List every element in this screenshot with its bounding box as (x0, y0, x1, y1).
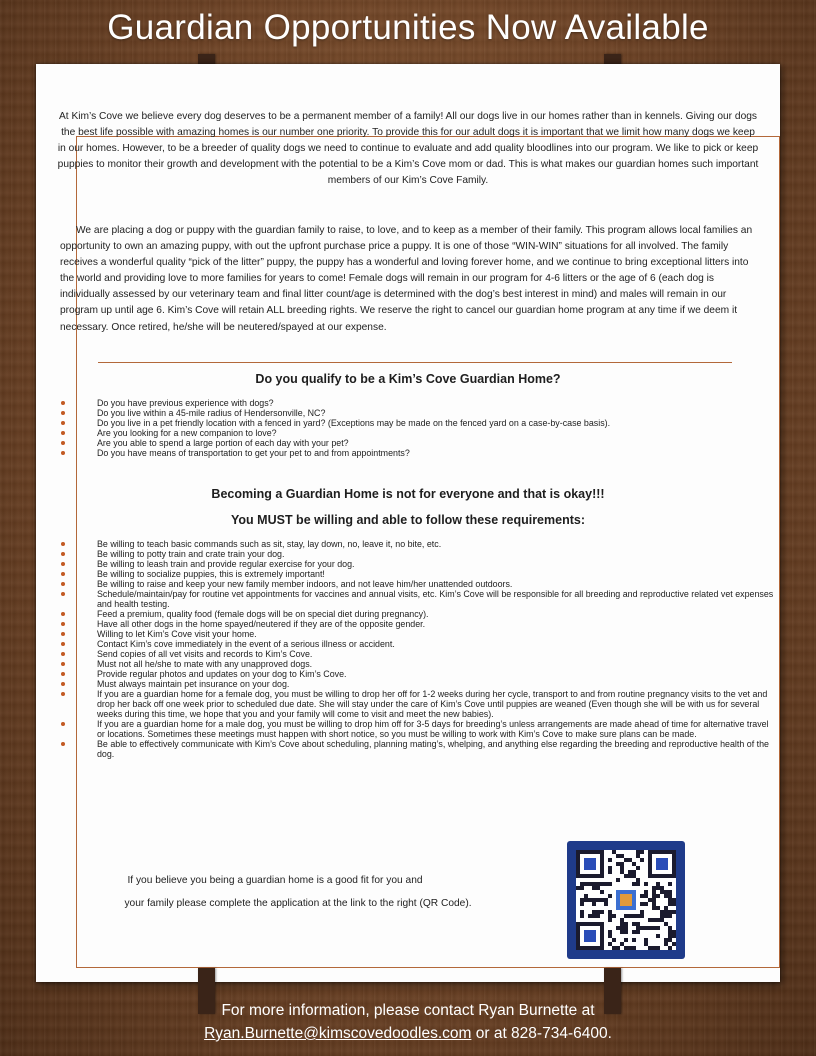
requirement-item (60, 669, 775, 679)
bullet-icon (61, 672, 65, 676)
requirement-item (60, 629, 775, 639)
qualify-heading: Do you qualify to be a Kim’s Cove Guardian Home? (255, 372, 561, 386)
requirement-item-text: Provide regular photos and updates on your dog to Kim’s Cove. (97, 669, 347, 679)
qualify-item (60, 408, 775, 418)
bullet-icon (61, 682, 65, 686)
requirement-item-text: Must not all he/she to mate with any unapproved dogs. (97, 659, 313, 669)
page-title: Guardian Opportunities Now Available (107, 8, 709, 47)
requirement-item-text: Schedule/maintain/pay for routine vet appointments for vaccines and annual visits, etc. Kim’s Cove will be responsible for all breeding and reproductive related vet expenses and health testing. (97, 589, 774, 609)
bullet-icon (61, 441, 65, 445)
requirement-item-text: If you are a guardian home for a male dog, you must be willing to drop him off for 3-5 days for breeding’s unless arrangements are made ahead of time for alternative travel or locations. Sometimes these meetings must happen with short notice, so you must be willing to work with Kim’s Cove to make sure plans can be made. (97, 719, 769, 739)
requirement-item-text: Be willing to socialize puppies, this is extremely important! (97, 569, 325, 579)
requirement-item (60, 659, 775, 669)
bullet-icon (61, 582, 65, 586)
requirement-item (60, 579, 775, 589)
bullet-icon (61, 411, 65, 415)
bullet-icon (61, 632, 65, 636)
qualify-item (60, 398, 775, 408)
requirement-item-text: Be willing to potty train and crate train your dog. (97, 549, 285, 559)
requirement-item-text: Be willing to leash train and provide regular exercise for your dog. (97, 559, 355, 569)
bullet-icon (61, 662, 65, 666)
requirement-item (60, 689, 775, 719)
requirement-item (60, 559, 775, 569)
requirements-list (60, 539, 775, 759)
bullet-icon (61, 401, 65, 405)
qualify-item (60, 418, 775, 428)
closing-line-2: your family please complete the application at the link to the right (QR Code). (124, 898, 472, 909)
bullet-icon (61, 612, 65, 616)
requirement-item-text: Send copies of all vet visits and records to Kim’s Cove. (97, 649, 313, 659)
requirement-item-text: Have all other dogs in the home spayed/neutered if they are of the opposite gender. (97, 619, 426, 629)
bullet-icon (61, 572, 65, 576)
bullet-icon (61, 562, 65, 566)
qualify-item-text: Are you looking for a new companion to love? (97, 428, 277, 438)
program-paragraph: We are placing a dog or puppy with the guardian family to raise, to love, and to keep as a member of their family. This program allows local families an opportunity to own an amazing puppy, with out the upfront purchase price a puppy. It is one of those “WIN-WIN” situations for all involved. The family receives a wonderful quality “pick of the litter” puppy, the puppy has a wonderful and loving forever home, and we continue to bring exceptional litters into the world and providing love to more families for years to come! Female dogs will remain in our program for 4-6 litters or the age of 6 (each dog is individually assessed by our veterinary team and final litter count/age is determined with the dog’s best interest in mind) and males will remain in our program up until age 6. Kim’s Cove will retain ALL breeding rights. We reserve the right to cancel our guardian home program at any time if we deem it necessary. Once retired, he/she will be neutered/spayed at our expense. (60, 225, 753, 333)
qualify-item (60, 428, 775, 438)
bullet-icon (61, 692, 65, 696)
requirement-item-text: Be willing to raise and keep your new family member indoors, and not leave him/her unattended outdoors. (97, 579, 513, 589)
qualify-item-text: Do you live within a 45-mile radius of Hendersonville, NC? (97, 408, 326, 418)
requirement-item-text: Be able to effectively communicate with Kim’s Cove about scheduling, planning mating’s, whelping, and anything else regarding the breeding and reproductive health of the dog. (97, 739, 769, 759)
requirement-item-text: Willing to let Kim’s Cove visit your home. (97, 629, 257, 639)
requirement-item (60, 549, 775, 559)
qualify-item-text: Are you able to spend a large portion of each day with your pet? (97, 438, 349, 448)
bullet-icon (61, 652, 65, 656)
requirement-item-text: Feed a premium, quality food (female dogs will be on special diet during pregnancy). (97, 609, 429, 619)
requirement-item (60, 589, 775, 609)
bullet-icon (61, 552, 65, 556)
requirement-item-text: Must always maintain pet insurance on your dog. (97, 679, 290, 689)
requirement-item (60, 619, 775, 629)
section-divider (98, 362, 732, 363)
bullet-icon (61, 722, 65, 726)
email-link[interactable]: Ryan.Burnette@kimscovedoodles.com (204, 1025, 472, 1042)
requirement-item-text: Contact Kim’s cove immediately in the event of a serious illness or accident. (97, 639, 395, 649)
bullet-icon (61, 421, 65, 425)
bullet-icon (61, 431, 65, 435)
requirements-heading: You MUST be willing and able to follow these requirements: (231, 513, 585, 527)
qualify-item-text: Do you have means of transportation to get your pet to and from appointments? (97, 448, 410, 458)
requirement-item (60, 539, 775, 549)
requirement-item (60, 719, 775, 739)
footer-contact-details (0, 1022, 816, 1045)
requirement-item-text: Be willing to teach basic commands such as sit, stay, lay down, no, leave it, no bite, etc. (97, 539, 442, 549)
application-qr-code[interactable] (567, 841, 685, 959)
requirement-item (60, 739, 775, 759)
requirement-item (60, 569, 775, 579)
footer-contact-line: For more information, please contact Ryan Burnette at (221, 1002, 595, 1019)
qualify-list (60, 398, 775, 458)
requirement-item (60, 609, 775, 619)
qualify-item (60, 448, 775, 458)
bullet-icon (61, 592, 65, 596)
qualify-item-text: Do you live in a pet friendly location with a fenced in yard? (Exceptions may be made on the fenced yard on a case-by-case basis). (97, 418, 611, 428)
requirement-item-text: If you are a guardian home for a female dog, you must be willing to drop her off for 1-2 weeks during her cycle, transport to and from routine pregnancy visits to the vet and drop her back off one week prior to scheduled due date. She will stay under the care of Kim’s Cove until puppies are weaned (Even though she will be with us for several weeks during this time, we hope that you and your family will come to visit and meet the new babies). (97, 689, 768, 719)
qr-code-icon (576, 850, 676, 950)
not-everyone-heading: Becoming a Guardian Home is not for everyone and that is okay!!! (211, 487, 605, 501)
intro-paragraph: At Kim’s Cove we believe every dog deserves to be a permanent member of a family! All our dogs live in our homes rather than in kennels. Giving our dogs the best life possible with amazing homes is our number one priority. To provide this for our adult dogs it is important that we limit how many dogs we keep in our homes. However, to be a breeder of quality dogs we need to continue to evaluate and add quality bloodlines into our program. We like to pick or keep puppies to monitor their growth and development with the potential to be a Kim’s Cove mom or dad. This is what makes our guardian homes such important members of our Kim’s Cove Family. (57, 111, 759, 186)
bullet-icon (61, 542, 65, 546)
phone-text: or at 828-734-6400. (475, 1025, 612, 1042)
bullet-icon (61, 742, 65, 746)
qualify-item (60, 438, 775, 448)
bullet-icon (61, 451, 65, 455)
requirement-item (60, 639, 775, 649)
qualify-item-text: Do you have previous experience with dogs? (97, 398, 274, 408)
bullet-icon (61, 642, 65, 646)
requirement-item (60, 649, 775, 659)
requirement-item (60, 679, 775, 689)
bullet-icon (61, 622, 65, 626)
closing-line-1: If you believe you being a guardian home is a good fit for you and (127, 875, 423, 886)
